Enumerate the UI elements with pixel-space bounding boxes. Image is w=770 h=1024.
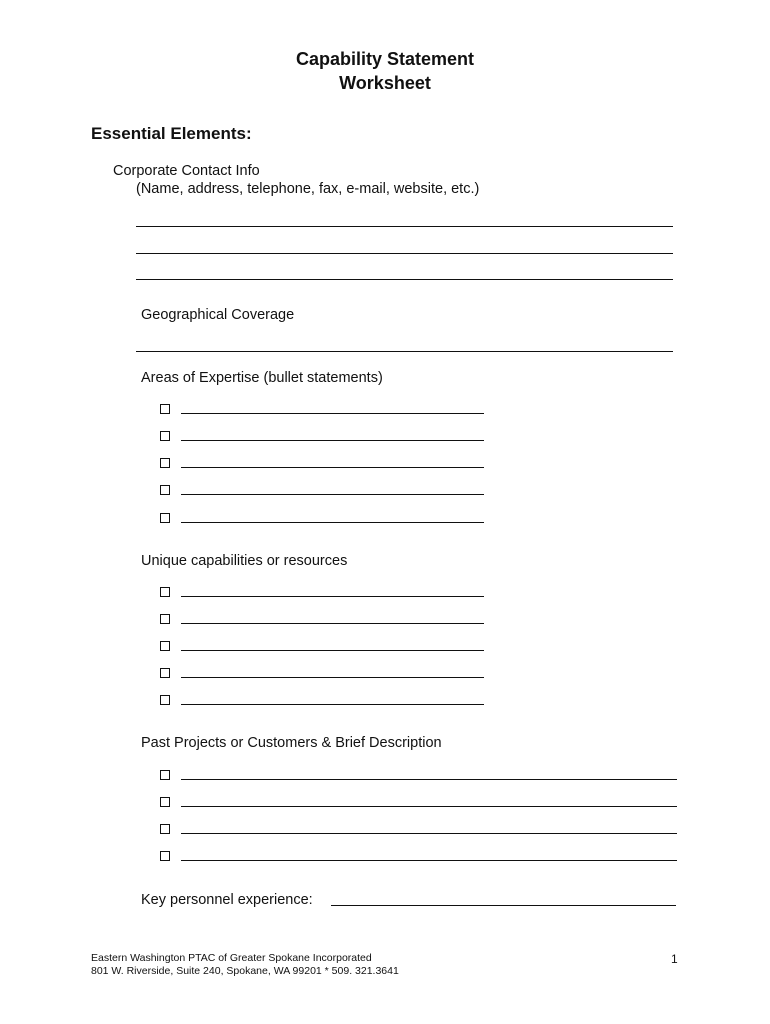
unique-line-4[interactable] bbox=[181, 677, 484, 678]
unique-label: Unique capabilities or resources bbox=[141, 553, 348, 569]
expertise-line-5[interactable] bbox=[181, 522, 484, 523]
document-title-line2: Worksheet bbox=[339, 73, 431, 93]
page-number: 1 bbox=[671, 952, 678, 966]
footer-org: Eastern Washington PTAC of Greater Spokane Incorporated bbox=[91, 952, 372, 964]
personnel-line[interactable] bbox=[331, 905, 676, 906]
checkbox-icon[interactable] bbox=[160, 797, 170, 807]
unique-line-5[interactable] bbox=[181, 704, 484, 705]
expertise-line-1[interactable] bbox=[181, 413, 484, 414]
contact-line-1[interactable] bbox=[136, 226, 673, 227]
geo-label: Geographical Coverage bbox=[141, 307, 295, 323]
personnel-label: Key personnel experience: bbox=[141, 892, 313, 908]
unique-line-1[interactable] bbox=[181, 596, 484, 597]
expertise-line-4[interactable] bbox=[181, 494, 484, 495]
checkbox-icon[interactable] bbox=[160, 587, 170, 597]
checkbox-icon[interactable] bbox=[160, 513, 170, 523]
checkbox-icon[interactable] bbox=[160, 668, 170, 678]
section-heading: Essential Elements: bbox=[91, 124, 252, 143]
projects-line-3[interactable] bbox=[181, 833, 677, 834]
contact-line-3[interactable] bbox=[136, 279, 673, 280]
expertise-line-2[interactable] bbox=[181, 440, 484, 441]
checkbox-icon[interactable] bbox=[160, 485, 170, 495]
expertise-line-3[interactable] bbox=[181, 467, 484, 468]
checkbox-icon[interactable] bbox=[160, 824, 170, 834]
projects-label: Past Projects or Customers & Brief Description bbox=[141, 735, 442, 751]
checkbox-icon[interactable] bbox=[160, 770, 170, 780]
contact-line-2[interactable] bbox=[136, 253, 673, 254]
contact-hint: (Name, address, telephone, fax, e-mail, website, etc.) bbox=[136, 181, 480, 197]
projects-line-2[interactable] bbox=[181, 806, 677, 807]
geo-line[interactable] bbox=[136, 351, 673, 352]
checkbox-icon[interactable] bbox=[160, 458, 170, 468]
checkbox-icon[interactable] bbox=[160, 431, 170, 441]
contact-label: Corporate Contact Info bbox=[113, 163, 260, 179]
checkbox-icon[interactable] bbox=[160, 695, 170, 705]
checkbox-icon[interactable] bbox=[160, 404, 170, 414]
projects-line-4[interactable] bbox=[181, 860, 677, 861]
checkbox-icon[interactable] bbox=[160, 614, 170, 624]
checkbox-icon[interactable] bbox=[160, 851, 170, 861]
unique-line-3[interactable] bbox=[181, 650, 484, 651]
expertise-label: Areas of Expertise (bullet statements) bbox=[141, 370, 383, 386]
checkbox-icon[interactable] bbox=[160, 641, 170, 651]
projects-line-1[interactable] bbox=[181, 779, 677, 780]
unique-line-2[interactable] bbox=[181, 623, 484, 624]
document-title-line1: Capability Statement bbox=[295, 49, 475, 69]
footer-address: 801 W. Riverside, Suite 240, Spokane, WA 99201 * 509. 321.3641 bbox=[91, 965, 399, 977]
